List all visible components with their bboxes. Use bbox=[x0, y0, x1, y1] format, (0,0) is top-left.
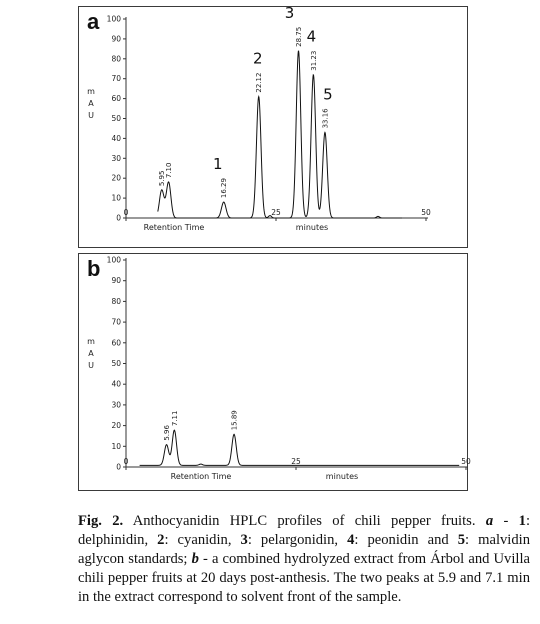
peak-rt-label: 5.95 bbox=[158, 170, 167, 187]
caption-part: a bbox=[485, 513, 494, 529]
y-tick-label: 80 bbox=[111, 54, 121, 64]
y-tick-label: 70 bbox=[111, 317, 121, 327]
y-axis-label: m A U bbox=[87, 337, 95, 370]
caption-part: 5 bbox=[457, 532, 466, 548]
peak-number-label: 5 bbox=[323, 85, 333, 104]
y-tick-label: 40 bbox=[111, 133, 121, 143]
peak-number-label: 2 bbox=[252, 49, 263, 68]
peak-rt-label: 5.96 bbox=[163, 425, 172, 441]
y-axis-label: m A U bbox=[87, 87, 95, 120]
caption-part: 2 bbox=[157, 532, 165, 548]
x-tick-label: 0 bbox=[123, 208, 129, 217]
panel-label-a: a bbox=[87, 9, 100, 34]
peak-rt-label: 15.89 bbox=[230, 410, 239, 431]
caption-part: 3 bbox=[240, 532, 248, 548]
peak-rt-label: 33.16 bbox=[321, 108, 330, 129]
panel-label-b: b bbox=[87, 256, 101, 281]
caption-part: 1 bbox=[518, 513, 526, 529]
caption-text bbox=[78, 513, 530, 605]
y-tick-label: 100 bbox=[106, 14, 121, 24]
y-tick-label: 40 bbox=[111, 379, 121, 389]
caption-part: Anthocyanidin HPLC profiles of chili pepper fruits. bbox=[123, 513, 486, 529]
peak-number-label: 3 bbox=[284, 3, 295, 22]
peak-rt-label: 7.10 bbox=[165, 162, 174, 179]
y-tick-label: 100 bbox=[106, 255, 121, 265]
x-axis-label: Retention Time bbox=[143, 223, 205, 232]
chromatogram-b-plot bbox=[79, 254, 469, 490]
x-tick-label: 0 bbox=[123, 457, 129, 466]
x-tick-label: 25 bbox=[291, 457, 301, 466]
caption-part: : pelargonidin, bbox=[247, 532, 348, 548]
caption-part: : delphinidin, bbox=[78, 513, 530, 548]
x-axis-unit: minutes bbox=[325, 472, 359, 481]
x-axis-unit: minutes bbox=[295, 223, 329, 232]
peak-rt-label: 31.23 bbox=[309, 50, 318, 71]
y-tick-label: 80 bbox=[111, 296, 121, 306]
peak-number-label: 1 bbox=[212, 155, 223, 174]
y-tick-label: 70 bbox=[111, 74, 121, 84]
caption-part: : malvidin aglycon standards; bbox=[78, 532, 530, 567]
y-tick-label: 90 bbox=[111, 34, 121, 44]
chromatogram-trace bbox=[158, 51, 402, 218]
x-tick-label: 50 bbox=[461, 457, 471, 466]
chromatogram-panel-b bbox=[78, 253, 471, 491]
caption-part: : cyanidin, bbox=[164, 532, 241, 548]
y-tick-label: 50 bbox=[111, 359, 121, 368]
peak-rt-label: 16.29 bbox=[220, 178, 229, 199]
peak-number-label: 4 bbox=[306, 27, 317, 46]
y-tick-label: 10 bbox=[111, 441, 121, 451]
y-tick-label: 90 bbox=[111, 276, 121, 286]
peak-rt-label: 22.12 bbox=[255, 72, 264, 93]
caption-part: : peonidin and bbox=[354, 532, 458, 548]
y-tick-label: 0 bbox=[116, 213, 121, 223]
caption-part: 4 bbox=[347, 532, 355, 548]
chromatogram-panel-a bbox=[78, 3, 468, 248]
figure-caption bbox=[78, 512, 530, 607]
y-tick-label: 50 bbox=[111, 114, 121, 123]
caption-part: - bbox=[493, 513, 519, 529]
x-axis-label: Retention Time bbox=[170, 472, 232, 481]
y-tick-label: 0 bbox=[116, 462, 121, 472]
y-tick-label: 20 bbox=[111, 421, 121, 431]
y-tick-label: 10 bbox=[111, 193, 121, 203]
y-tick-label: 60 bbox=[111, 338, 121, 348]
caption-figure-label: Fig. 2. bbox=[78, 513, 124, 529]
caption-part: - a combined hydrolyzed extract from Árbol and Uvilla chili pepper fruits at 20 days post-anthesis. The two peaks at 5.9 and 7.1 min in the extract correspond to solvent front of the sample. bbox=[78, 551, 530, 605]
y-tick-label: 60 bbox=[111, 94, 121, 104]
peak-rt-label: 28.75 bbox=[295, 26, 303, 47]
caption-part: b bbox=[191, 551, 199, 567]
y-tick-label: 30 bbox=[111, 153, 121, 163]
y-tick-label: 30 bbox=[111, 400, 121, 410]
peak-rt-label: 7.11 bbox=[170, 410, 179, 427]
y-tick-label: 20 bbox=[111, 173, 121, 183]
x-tick-label: 50 bbox=[421, 208, 431, 217]
x-tick-label: 25 bbox=[271, 208, 281, 217]
chromatogram-a-plot bbox=[79, 3, 469, 247]
